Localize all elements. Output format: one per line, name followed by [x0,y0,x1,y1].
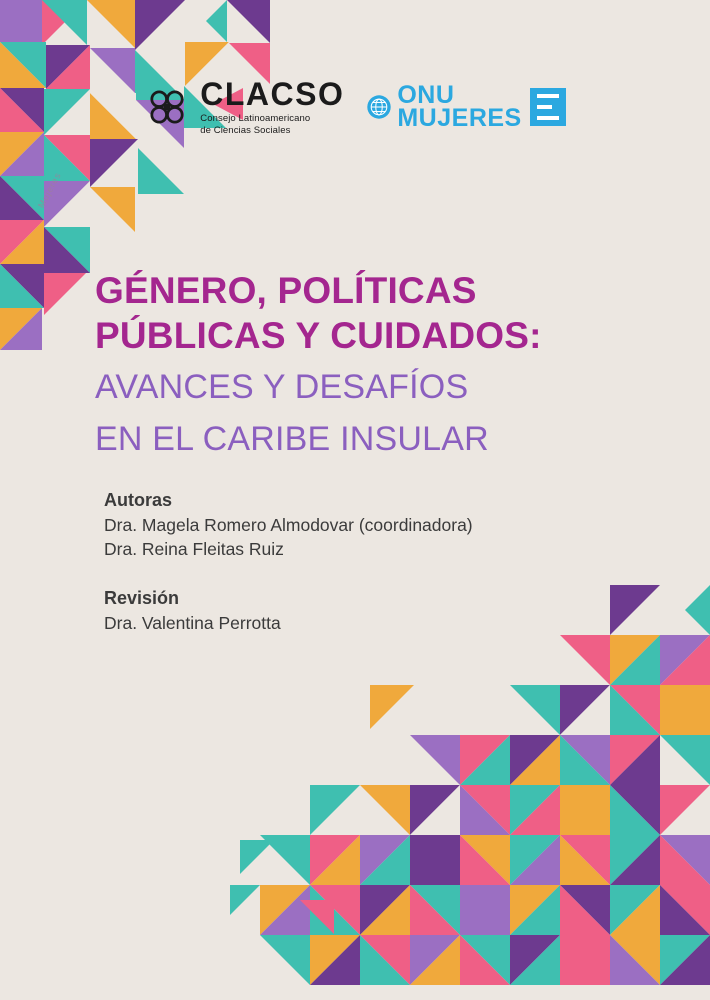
deco-shape [370,685,414,729]
deco-shape [0,220,44,264]
deco-shape [410,785,460,835]
clacso-subtitle [200,113,344,137]
deco-shape [460,735,510,785]
deco-shape [610,785,660,835]
deco-shape [90,139,138,187]
deco-shape [360,885,410,935]
author-name: Dra. Reina Fleitas Ruiz [104,539,284,560]
deco-shape [185,0,227,42]
deco-shape [660,685,710,735]
deco-shape [560,885,610,935]
deco-shape [560,785,610,835]
deco-shape [560,635,610,685]
deco-shape [510,785,560,835]
credits-block [104,490,664,635]
deco-shape [460,835,510,885]
deco-shape [610,885,660,935]
deco-shape [0,176,44,220]
deco-shape [510,935,560,985]
deco-shape [510,685,560,735]
deco-shape [610,685,660,735]
deco-shape [87,0,135,48]
deco-shape [610,935,660,985]
deco-shape [410,935,460,985]
title-sub-line1: AVANCES Y DESAFÍOS [95,368,469,407]
deco-shape [460,935,510,985]
deco-shape [660,935,710,985]
deco-shape [360,835,410,885]
deco-shape [660,735,710,785]
deco-shape [460,885,510,935]
clacso-wordmark [200,75,345,137]
deco-shape [460,735,510,785]
deco-shape [260,935,310,985]
title-main-line2: PÚBLICAS Y CUIDADOS: [95,315,542,357]
deco-shape [360,785,410,835]
clacso-logo [144,75,345,137]
clacso-name: CLACSO [200,75,345,112]
clacso-clover-icon [144,84,190,130]
deco-shape [560,835,610,885]
deco-shape [310,885,360,935]
clacso-subtitle-line2: de Ciencias Sociales [200,124,291,136]
deco-shape [610,635,660,685]
watermark-text: Mujeres [35,170,64,210]
onu-lockup [366,81,522,132]
deco-shape [410,885,460,935]
deco-shape [260,885,310,935]
deco-shape [610,785,660,835]
deco-shape [610,885,660,935]
deco-shape [560,935,610,985]
deco-shape [42,0,87,45]
deco-shape [0,264,44,308]
onu-mujeres-logo [366,81,565,132]
deco-shape [260,885,310,935]
deco-shape [660,835,710,885]
deco-shape [560,685,610,735]
review-label: Revisión [104,588,180,609]
deco-shape [510,885,560,935]
deco-shape [510,735,560,785]
deco-shape [610,935,660,985]
deco-shape [460,935,510,985]
deco-shape [44,227,90,273]
clacso-subtitle-line1: Consejo Latinoamericano [200,112,311,124]
deco-shape [410,735,460,785]
deco-shape [610,635,660,685]
deco-shape [310,935,360,985]
review-group [104,588,664,635]
deco-shape [660,635,710,685]
deco-shape [660,935,710,985]
deco-shape [310,785,360,835]
deco-shape [460,785,510,835]
deco-shape [410,785,460,835]
un-globe-icon [366,94,392,120]
deco-shape [138,148,184,194]
deco-shape [360,835,410,885]
deco-shape [260,835,310,885]
deco-shape [227,0,270,43]
deco-shape [360,935,410,985]
deco-shape [135,0,185,50]
deco-shape [0,264,44,308]
deco-shape [510,785,560,835]
deco-shape [300,900,334,934]
deco-shape [610,835,660,885]
deco-shape [660,635,710,685]
deco-shape [44,273,86,315]
deco-shape [610,685,660,735]
onu-wordmark [397,81,522,132]
deco-shape [610,735,660,785]
deco-shape [42,0,87,45]
deco-shape [0,308,42,350]
authors-label: Autoras [104,490,173,510]
deco-shape [310,885,360,935]
deco-shape [230,885,260,915]
deco-shape [610,735,660,785]
deco-shape [660,885,710,935]
deco-shape [460,785,510,835]
deco-shape [410,935,460,985]
authors-group [104,490,664,561]
deco-shape [44,227,90,273]
deco-shape [0,176,44,220]
deco-shape [360,885,410,935]
deco-shape [0,308,42,350]
onu-line2: MUJERES [397,104,522,132]
deco-shape [90,187,135,232]
deco-shape [560,685,610,735]
deco-shape [510,935,560,985]
deco-shape [660,585,710,635]
onu-line1: ONU [397,81,455,109]
deco-shape [185,0,227,42]
deco-shape [510,885,560,935]
deco-shape [510,735,560,785]
deco-shape [410,885,460,935]
deco-shape [510,835,560,885]
deco-shape [560,735,610,785]
onu-bars-icon [530,88,566,126]
logo-row [0,72,710,142]
author-name: Dra. Magela Romero Almodovar (coordinadora) [104,515,473,535]
title-sub-line2: EN EL CARIBE INSULAR [95,419,489,458]
deco-shape [0,0,42,42]
deco-shape [560,835,610,885]
deco-shape [0,220,44,264]
deco-shape [360,935,410,985]
deco-shape [310,835,360,885]
deco-shape [560,885,610,935]
deco-shape [660,835,710,885]
decorative-mosaic-bottom-right [230,575,710,1000]
reviewer-name: Dra. Valentina Perrotta [104,613,281,634]
title-main-line1: GÉNERO, POLÍTICAS [95,270,477,311]
deco-shape [310,935,360,985]
deco-shape [310,835,360,885]
deco-shape [660,885,710,935]
deco-shape [610,835,660,885]
deco-shape [560,735,610,785]
page-title [95,268,675,461]
deco-shape [660,785,710,835]
deco-shape [240,840,274,874]
deco-shape [660,585,710,635]
deco-shape [460,835,510,885]
deco-shape [410,835,460,885]
deco-shape [510,835,560,885]
